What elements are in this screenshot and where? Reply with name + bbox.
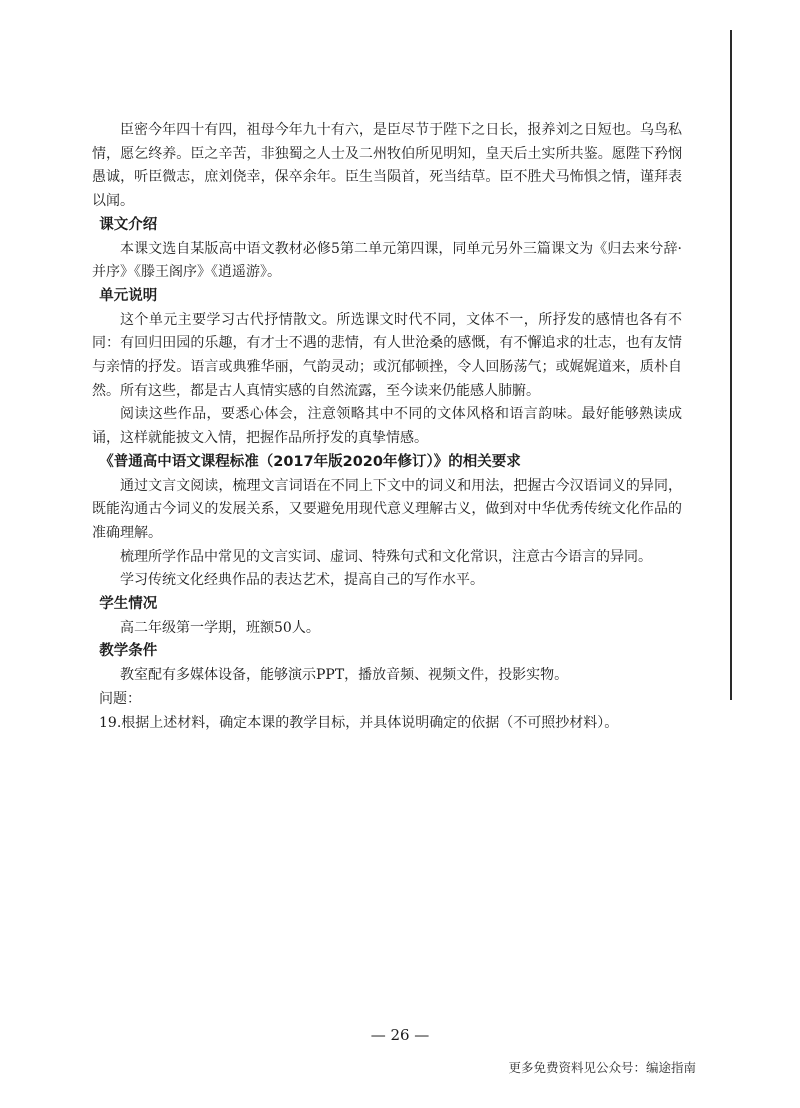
unit-heading: 单元说明 — [99, 287, 158, 304]
intro-text: 本课文选自某版高中语文教材必修5第二单元第四课，同单元另外三篇课文为《归去来兮辞·并序》《滕王阁序》《逍遥游》。 — [92, 240, 682, 281]
standard-text-3: 学习传统文化经典作品的表达艺术，提高自己的写作水平。 — [120, 572, 484, 589]
document-body — [92, 119, 682, 735]
question-text: 19.根据上述材料，确定本课的教学目标，并具体说明确定的依据（不可照抄材料）。 — [99, 714, 619, 731]
footer-note: 更多免费资料见公众号：编途指南 — [508, 1060, 696, 1075]
condition-text: 教室配有多媒体设备，能够演示PPT，播放音频、视频文件，投影实物。 — [120, 667, 569, 684]
intro-heading: 课文介绍 — [99, 216, 158, 233]
page-number: — 26 — — [370, 1026, 430, 1044]
student-heading: 学生情况 — [99, 596, 158, 613]
unit-text-1: 这个单元主要学习古代抒情散文。所选课文时代不同，文体不一，所抒发的感情也各有不同：有回归田园的乐趣，有才士不遇的悲情，有人世沧桑的感慨，有不懈追求的壮志，也有友情与亲情的抒发。语言或典雅华丽，气韵灵动；或沉郁顿挫，令人回肠荡气；或娓娓道来，质朴自然。所有这些，都是古人真情实感的自然流露，至今读来仍能感人肺腑。 — [92, 311, 682, 399]
standard-heading: 《普通高中语文课程标准（2017年版2020年修订）》的相关要求 — [99, 453, 521, 470]
page-edge-line — [730, 30, 732, 700]
question-label: 问题： — [99, 690, 141, 707]
student-text: 高二年级第一学期，班额50人。 — [120, 619, 320, 636]
unit-text-2: 阅读这些作品，要悉心体会，注意领略其中不同的文体风格和语言韵味。最好能够熟读成诵，这样就能披文入情，把握作品所抒发的真挚情感。 — [92, 406, 682, 447]
condition-heading: 教学条件 — [99, 643, 158, 660]
passage-paragraph: 臣密今年四十有四，祖母今年九十有六，是臣尽节于陛下之日长，报养刘之日短也。乌鸟私情，愿乞终养。臣之辛苦，非独蜀之人士及二州牧伯所见明知，皇天后土实所共鉴。愿陛下矜悯愚诚，听臣微志，庶刘侥幸，保卒余年。臣生当陨首，死当结草。臣不胜犬马怖惧之情，谨拜表以闻。 — [92, 122, 682, 210]
standard-text-2: 梳理所学作品中常见的文言实词、虚词、特殊句式和文化常识，注意古今语言的异同。 — [120, 548, 652, 565]
standard-text-1: 通过文言文阅读，梳理文言词语在不同上下文中的词义和用法，把握古今汉语词义的异同，既能沟通古今词义的发展关系，又要避免用现代意义理解古义，做到对中华优秀传统文化作品的准确理解。 — [92, 477, 682, 541]
